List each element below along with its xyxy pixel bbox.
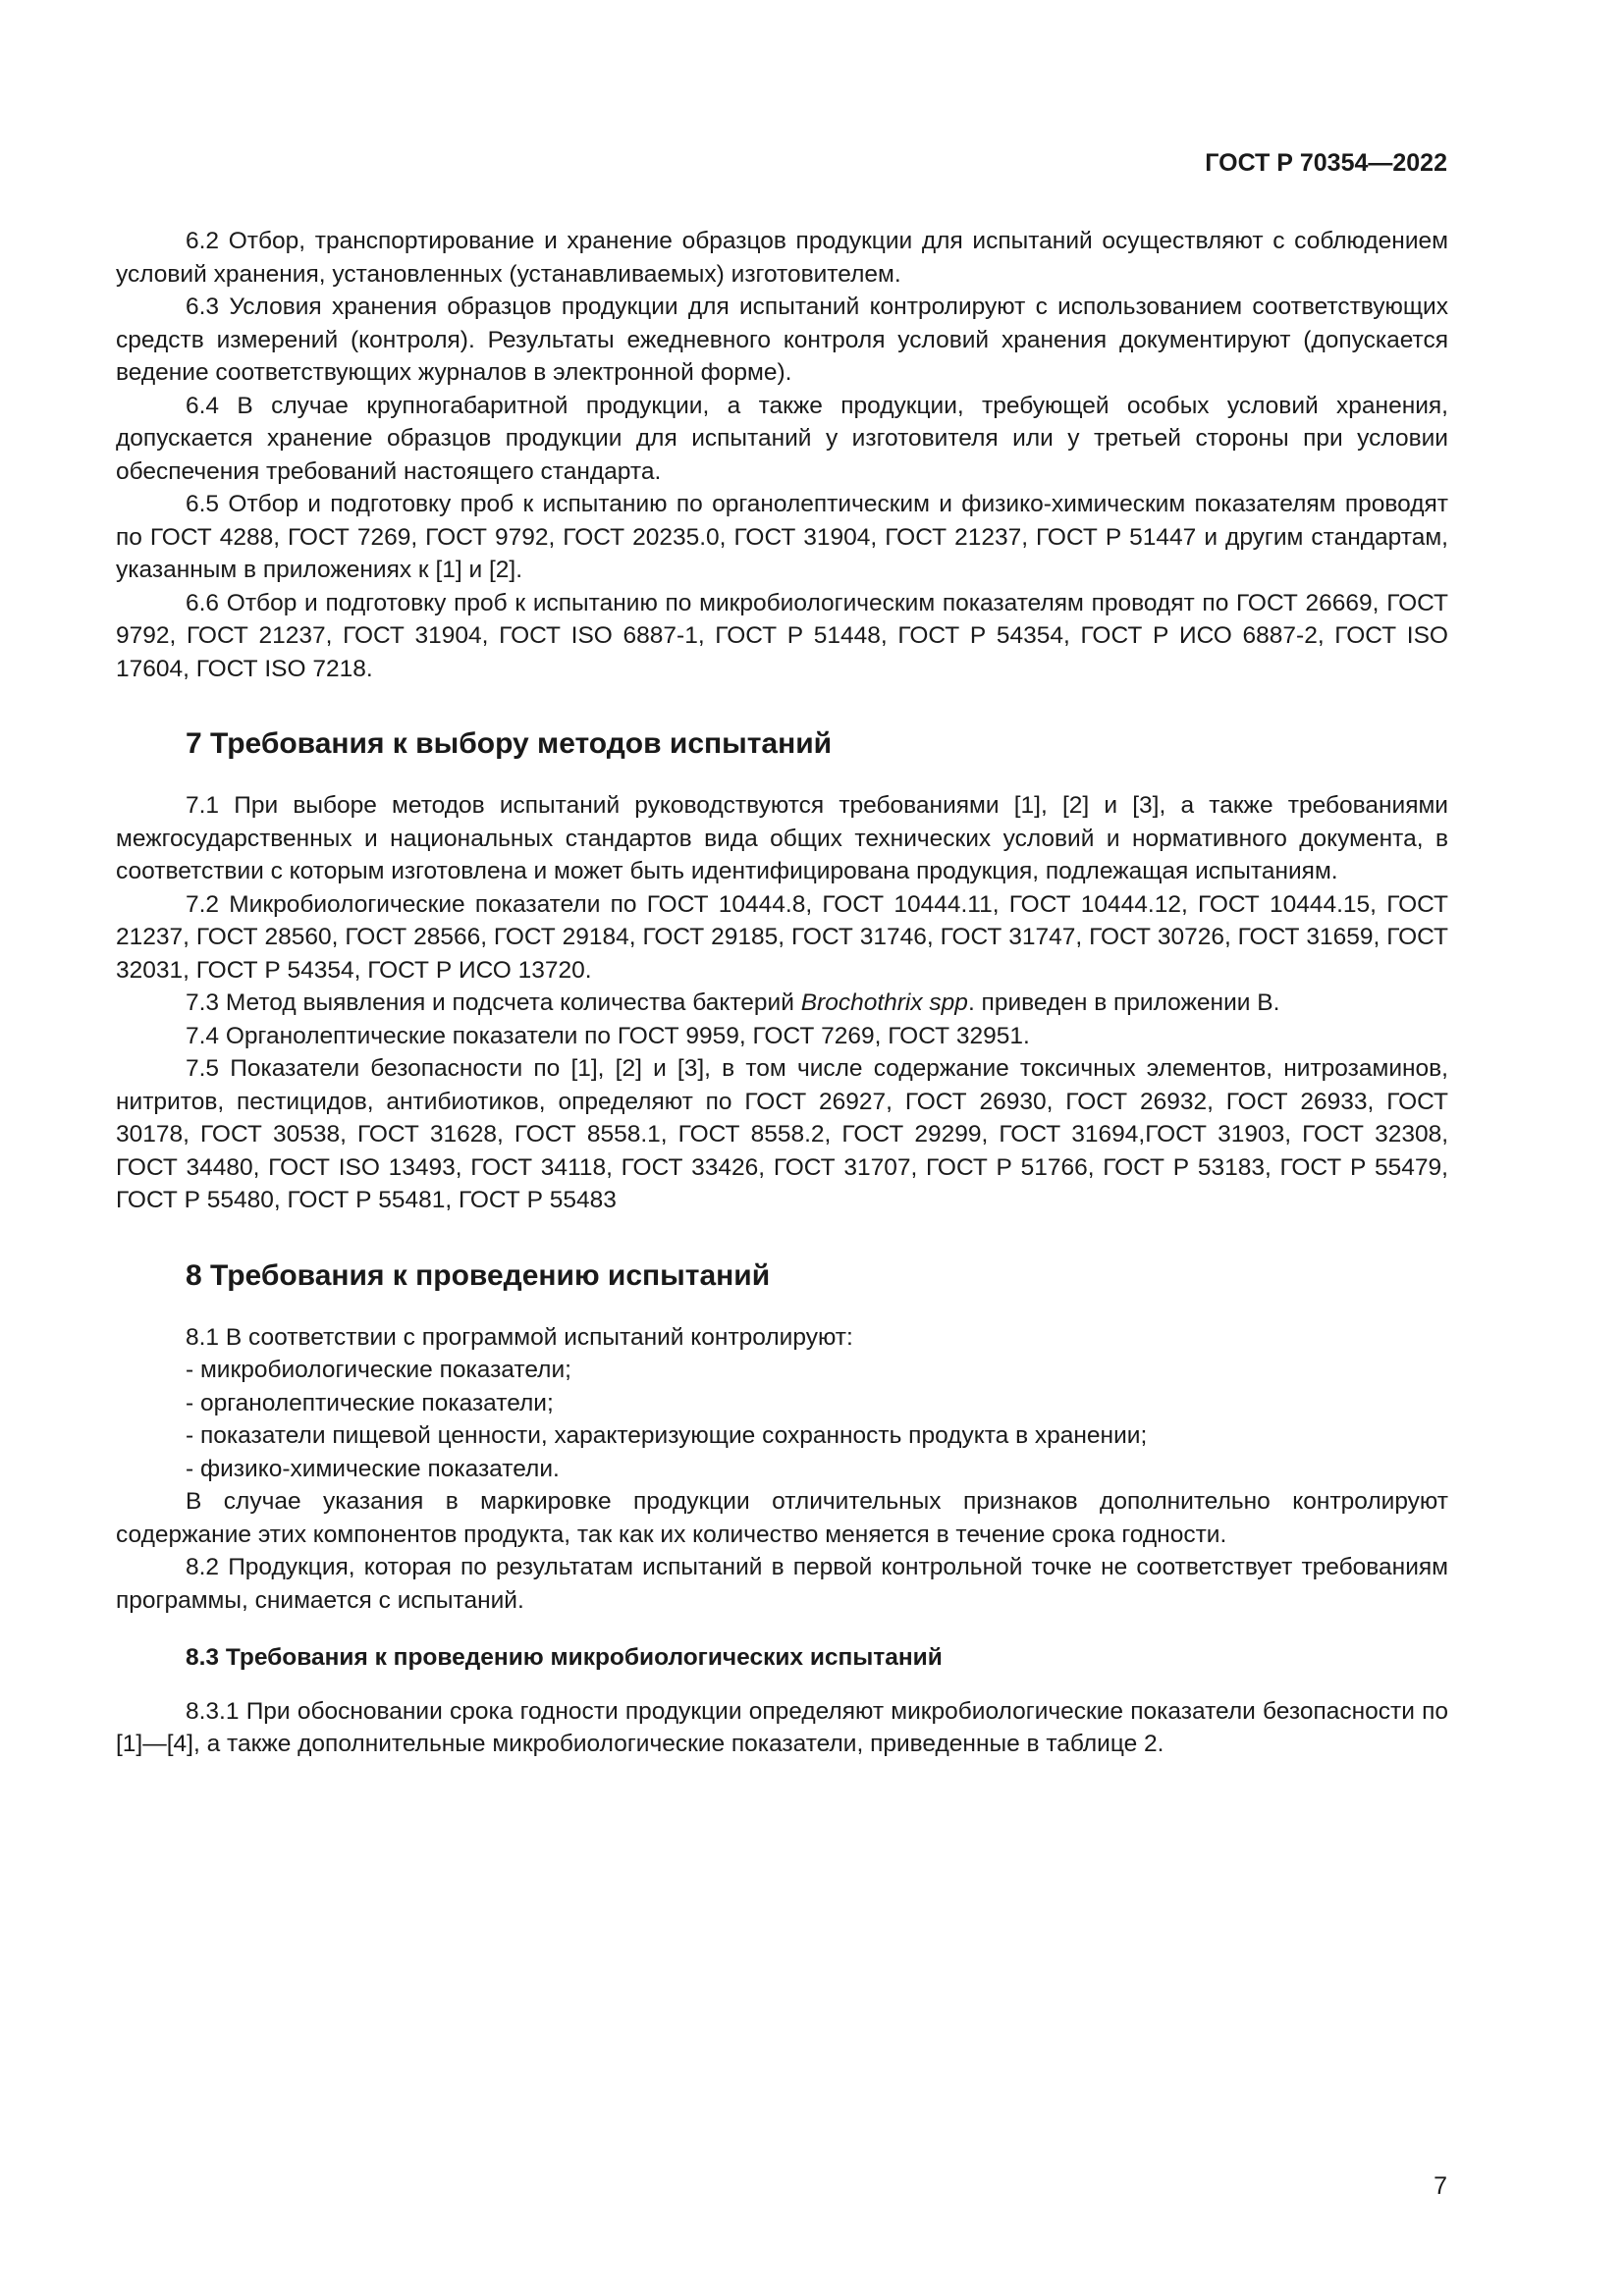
paragraph-6-6: 6.6 Отбор и подготовку проб к испытанию по микробиологическим показателям проводят по ГОСТ 26669, ГОСТ 9792, ГОСТ 21237, ГОСТ 31904, ГОСТ ISO 6887-1, ГОСТ Р 51448, ГОСТ Р 54354, ГОСТ Р ИСО 6887-2, ГОСТ ISO 17604, ГОСТ ISO 7218. (116, 589, 1448, 682)
paragraph-7-3-text-start: 7.3 Метод выявления и подсчета количества бактерий (186, 989, 801, 1016)
paragraph-7-3-text-end: . приведен в приложении В. (967, 989, 1280, 1016)
paragraph-8-3-1: 8.3.1 При обосновании срока годности продукции определяют микробиологические показатели безопасности по [1]—[4], а также дополнительные микробиологические показатели, приведенные в таблице 2. (116, 1697, 1448, 1757)
bacteria-name: Brochothrix spp (800, 989, 968, 1016)
paragraph-8-2: 8.2 Продукция, которая по результатам испытаний в первой контрольной точке не соответствует требованиям программы, снимается с испытаний. (116, 1554, 1448, 1614)
document-code: ГОСТ Р 70354—2022 (1205, 149, 1447, 177)
paragraph-6-3: 6.3 Условия хранения образцов продукции для испытаний контролируют с использованием соответствующих средств измерений (контроля). Результаты ежедневного контроля условий хранения документируют (допускается ведение соответствующих журналов в электронной форме). (116, 294, 1448, 386)
paragraph-6-5: 6.5 Отбор и подготовку проб к испытанию по органолептическим и физико-химическим показателям проводят по ГОСТ 4288, ГОСТ 7269, ГОСТ 9792, ГОСТ 20235.0, ГОСТ 31904, ГОСТ 21237, ГОСТ Р 51447 и другим стандартам, указанным в приложениях к [1] и [2]. (116, 491, 1448, 583)
paragraph-8-1-note: В случае указания в маркировке продукции отличительных признаков дополнительно контролируют содержание этих компонентов продукта, так как их количество меняется в течение срока годности. (116, 1488, 1448, 1548)
list-item: - физико-химические показатели. (186, 1455, 560, 1482)
list-item: - микробиологические показатели; (186, 1357, 571, 1383)
paragraph-6-2: 6.2 Отбор, транспортирование и хранение образцов продукции для испытаний осуществляют с соблюдением условий хранения, установленных (устанавливаемых) изготовителем. (116, 228, 1448, 288)
section-7-heading: 7 Требования к выбору методов испытаний (186, 727, 833, 760)
paragraph-7-1: 7.1 При выборе методов испытаний руководствуются требованиями [1], [2] и [3], а также требованиями межгосударственных и национальных стандартов вида общих технических условий и нормативного документа, в соответствии с которым изготовлена и может быть идентифицирована продукция, подлежащая испытаниям. (116, 792, 1448, 884)
paragraph-7-2: 7.2 Микробиологические показатели по ГОСТ 10444.8, ГОСТ 10444.11, ГОСТ 10444.12, ГОСТ 10444.15, ГОСТ 21237, ГОСТ 28560, ГОСТ 28566, ГОСТ 29184, ГОСТ 29185, ГОСТ 31746, ГОСТ 31747, ГОСТ 30726, ГОСТ 31659, ГОСТ 32031, ГОСТ Р 54354, ГОСТ Р ИСО 13720. (116, 890, 1448, 984)
section-8-heading: 8 Требования к проведению испытаний (186, 1258, 771, 1292)
paragraph-8-1: 8.1 В соответствии с программой испытаний контролируют: (186, 1323, 853, 1351)
list-item: - показатели пищевой ценности, характеризующие сохранность продукта в хранении; (186, 1422, 1148, 1449)
paragraph-7-4: 7.4 Органолептические показатели по ГОСТ 9959, ГОСТ 7269, ГОСТ 32951. (186, 1022, 1030, 1049)
paragraph-7-3 (116, 987, 1448, 1020)
subsection-8-3-heading: 8.3 Требования к проведению микробиологических испытаний (186, 1644, 943, 1671)
page-number: 7 (1434, 2172, 1447, 2200)
paragraph-7-5: 7.5 Показатели безопасности по [1], [2] и [3], в том числе содержание токсичных элементов, нитрозаминов, нитритов, пестицидов, антибиотиков, определяют по ГОСТ 26927, ГОСТ 26930, ГОСТ 26932, ГОСТ 26933, ГОСТ 30178, ГОСТ 30538, ГОСТ 31628, ГОСТ 8558.1, ГОСТ 8558.2, ГОСТ 29299, ГОСТ 31694,ГОСТ 31903, ГОСТ 32308, ГОСТ 34480, ГОСТ ISO 13493, ГОСТ 34118, ГОСТ 33426, ГОСТ 31707, ГОСТ Р 51766, ГОСТ Р 53183, ГОСТ Р 55479, ГОСТ Р 55480, ГОСТ Р 55481, ГОСТ Р 55483 (116, 1055, 1448, 1213)
paragraph-6-4: 6.4 В случае крупногабаритной продукции, а также продукции, требующей особых условий хранения, допускается хранение образцов продукции для испытаний у изготовителя или у третьей стороны при условии обеспечения требований настоящего стандарта. (116, 392, 1448, 485)
document-body (116, 225, 1448, 1761)
list-item: - органолептические показатели; (186, 1389, 554, 1416)
